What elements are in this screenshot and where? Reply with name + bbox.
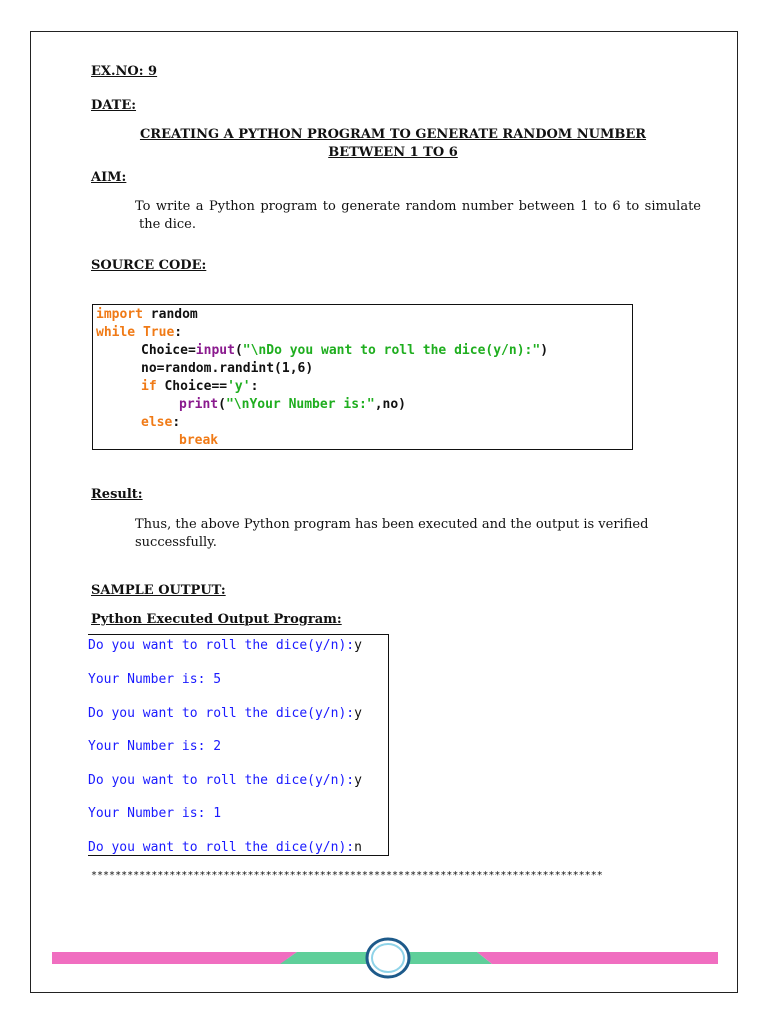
output-text: Your Number is: 1 [88, 806, 222, 821]
code-text: ( [234, 343, 243, 358]
output-line [88, 806, 221, 822]
result-line-2: successfully. [135, 535, 217, 550]
output-line [88, 739, 221, 755]
code-string: "\nDo you want to roll the dice(y/n):" [242, 343, 541, 358]
sample-output-subheading: Python Executed Output Program: [91, 612, 342, 627]
code-line-1 [96, 306, 198, 324]
aim-line-1: To write a Python program to generate random number between 1 to 6 to simulate [135, 199, 701, 214]
code-text: random [142, 307, 198, 322]
output-line [88, 773, 362, 789]
exercise-number: EX.NO: 9 [91, 64, 158, 79]
output-answer: y [354, 773, 362, 788]
footer-pink-bar-right [477, 952, 718, 964]
output-line [88, 840, 362, 856]
code-keyword: else [141, 415, 173, 430]
footer-pink-bar-left [52, 952, 287, 964]
code-line-5 [141, 378, 258, 396]
output-text: Do you want to roll the dice(y/n): [88, 840, 355, 855]
code-text: : [250, 379, 259, 394]
code-keyword: break [179, 433, 219, 448]
output-text: Do you want to roll the dice(y/n): [88, 706, 355, 721]
source-code-heading: SOURCE CODE: [91, 258, 207, 273]
output-line [88, 672, 221, 688]
code-line-6 [179, 396, 406, 414]
code-string: "\nYour Number is:" [225, 397, 375, 412]
aim-heading: AIM: [91, 170, 127, 185]
date-label: DATE: [91, 98, 137, 113]
aim-text [135, 198, 701, 234]
result-text [135, 516, 701, 552]
footer-green-bar-right [402, 952, 492, 964]
output-line [88, 638, 362, 654]
output-text: Do you want to roll the dice(y/n): [88, 638, 355, 653]
page-title-line-1: CREATING A PYTHON PROGRAM TO GENERATE RANDOM NUMBER [139, 127, 647, 142]
code-text: ) [540, 343, 549, 358]
code-line-3 [141, 342, 548, 360]
code-line-8 [179, 432, 218, 450]
page-title-line-2: BETWEEN 1 TO 6 [328, 145, 458, 160]
footer-ornament [52, 932, 718, 982]
output-console [88, 634, 389, 856]
code-line-7 [141, 414, 180, 432]
code-function: print [179, 397, 219, 412]
output-line [88, 706, 362, 722]
code-line-4: no=random.randint(1,6) [141, 361, 314, 376]
sample-output-heading: SAMPLE OUTPUT: [91, 583, 226, 598]
output-text: Your Number is: 5 [88, 672, 222, 687]
result-heading: Result: [91, 487, 143, 502]
output-text: Do you want to roll the dice(y/n): [88, 773, 355, 788]
output-text: Your Number is: 2 [88, 739, 222, 754]
code-string: 'y' [227, 379, 251, 394]
aim-line-2: the dice. [139, 217, 197, 232]
code-keyword: if [141, 379, 157, 394]
code-text: ( [218, 397, 226, 412]
code-keyword: import [96, 307, 143, 322]
source-code-box [92, 304, 633, 450]
code-text: : [172, 415, 181, 430]
code-keyword: while True [96, 325, 175, 340]
output-answer: y [354, 638, 362, 653]
code-line-2 [96, 324, 182, 342]
code-text: ,no) [374, 397, 406, 412]
code-text: : [174, 325, 183, 340]
code-text: Choice= [141, 343, 196, 358]
page-title [110, 126, 676, 162]
code-function: input [195, 343, 235, 358]
divider-stars: ************************************************************************************* [91, 870, 603, 881]
result-line-1: Thus, the above Python program has been executed and the output is verified [135, 517, 649, 532]
output-answer: y [354, 706, 362, 721]
code-text: Choice== [156, 379, 228, 394]
output-answer: n [354, 840, 362, 855]
